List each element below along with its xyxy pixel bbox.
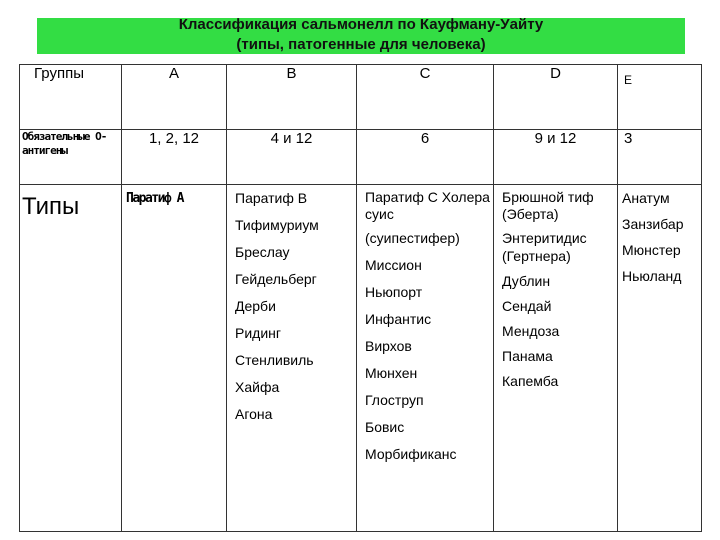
list-item: Ньюланд [622, 268, 682, 284]
antigens-row [20, 130, 702, 185]
list-item: Панама [502, 348, 553, 364]
list-item: Агона [235, 406, 273, 422]
antigen-d: 9 и 12 [494, 130, 618, 185]
types-c-cell [357, 185, 494, 532]
list-item: Хайфа [235, 379, 280, 395]
antigen-e: 3 [618, 130, 702, 185]
list-item: Капемба [502, 373, 559, 389]
groups-row [20, 65, 702, 130]
group-e-header: E [618, 65, 702, 130]
groups-label: Группы [20, 65, 122, 130]
list-item: Бреслау [235, 244, 290, 260]
title-line-2: (типы, патогенные для человека) [236, 36, 486, 53]
types-a-cell [122, 185, 227, 532]
antigen-c: 6 [357, 130, 494, 185]
list-item: Дублин [502, 273, 551, 289]
list-item: Вирхов [365, 338, 412, 354]
list-item: Глоструп [365, 392, 424, 408]
antigens-label: Обязательные О-антигены [20, 130, 122, 185]
group-d-header: D [494, 65, 618, 130]
types-b-cell [227, 185, 357, 532]
list-item: Миссион [365, 257, 422, 273]
list-item: Дерби [235, 298, 276, 314]
list-item: Занзибар [622, 216, 684, 232]
list-item: Ньюпорт [365, 284, 423, 300]
list-item: Паратиф В [235, 190, 308, 206]
type-d-first: Брюшной тиф (Эберта) [502, 189, 594, 222]
list-item: Ридинг [235, 325, 281, 341]
list-item: Мендоза [502, 323, 560, 339]
antigen-b: 4 и 12 [227, 130, 357, 185]
list-item: Мюнхен [365, 365, 418, 381]
list-item: Стенливиль [235, 352, 314, 368]
list-item: Гейдельберг [235, 271, 317, 287]
list-item: (суипестифер) [365, 230, 460, 246]
types-e-cell [618, 185, 702, 532]
list-item: Тифимуриум [235, 217, 319, 233]
types-row [20, 185, 702, 532]
classification-table [19, 64, 702, 532]
list-item: Энтеритидис (Гертнера) [502, 230, 587, 264]
list-item: Инфантис [365, 311, 432, 327]
group-b-header: B [227, 65, 357, 130]
list-item: Мюнстер [622, 242, 681, 258]
list-item: Сендай [502, 298, 552, 314]
type-c-first: Паратиф С Холера суис [365, 189, 490, 222]
types-d-cell [494, 185, 618, 532]
list-item: Морбификанс [365, 446, 457, 462]
types-label: Типы [20, 185, 122, 532]
antigen-a: 1, 2, 12 [122, 130, 227, 185]
title-line-1: Классификация сальмонелл по Кауфману-Уайту [178, 16, 544, 33]
type-a-item: Паратиф А [126, 191, 183, 206]
list-item: Анатум [622, 190, 670, 206]
group-c-header: C [357, 65, 494, 130]
group-a-header: A [122, 65, 227, 130]
list-item: Бовис [365, 419, 405, 435]
